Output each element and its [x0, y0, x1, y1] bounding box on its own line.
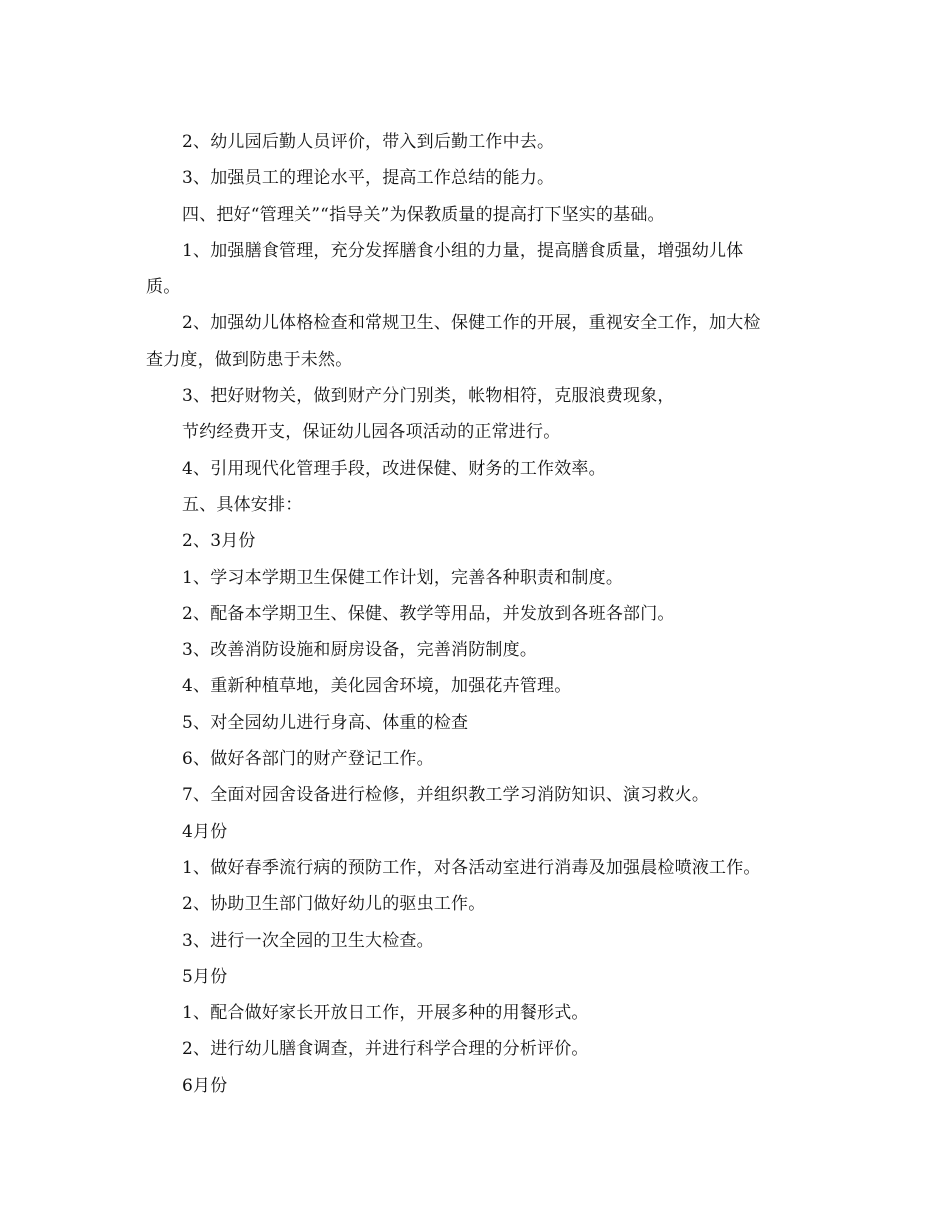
text-line-16: 4、重新种植草地，美化园舍环境，加强花卉管理。 — [182, 676, 572, 697]
text-line-21: 1、做好春季流行病的预防工作，对各活动室进行消毒及加强晨检喷液工作。 — [182, 857, 761, 878]
document-body — [0, 124, 950, 1104]
text-line-18: 6、做好各部门的财产登记工作。 — [182, 749, 434, 770]
text-line-10: 4、引用现代化管理手段，改进保健、财务的工作效率。 — [182, 458, 606, 479]
text-line-6: 2、加强幼儿体格检查和常规卫生、保健工作的开展，重视安全工作，加大检 — [182, 313, 761, 334]
text-line-15: 3、改善消防设施和厨房设备，完善消防制度。 — [182, 640, 538, 661]
text-line-5: 质。 — [146, 277, 181, 298]
text-line-9: 节约经费开支，保证幼儿园各项活动的正常进行。 — [182, 422, 561, 443]
text-line-1: 2、幼儿园后勤人员评价，带入到后勤工作中去。 — [182, 132, 555, 152]
text-line-22: 2、协助卫生部门做好幼儿的驱虫工作。 — [182, 894, 486, 915]
text-line-2: 3、加强员工的理论水平，提高工作总结的能力。 — [182, 168, 555, 189]
text-line-8: 3、把好财物关，做到财产分门别类，帐物相符，克服浪费现象， — [182, 386, 675, 407]
text-line-7: 查力度，做到防患于未然。 — [146, 349, 353, 370]
text-line-25: 1、配合做好家长开放日工作，开展多种的用餐形式。 — [182, 1003, 589, 1024]
month-heading-6: 6月份 — [182, 1075, 228, 1096]
month-heading-2-3: 2、3月份 — [182, 531, 256, 552]
month-heading-5: 5月份 — [182, 966, 228, 987]
text-line-13: 1、学习本学期卫生保健工作计划，完善各种职责和制度。 — [182, 567, 624, 588]
text-line-17: 5、对全园幼儿进行身高、体重的检查 — [182, 712, 469, 733]
section-heading-5: 五、具体安排： — [182, 494, 303, 515]
text-line-23: 3、进行一次全园的卫生大检查。 — [182, 930, 434, 951]
text-line-19: 7、全面对园舍设备进行检修，并组织教工学习消防知识、演习救火。 — [182, 785, 710, 806]
text-line-14: 2、配备本学期卫生、保健、教学等用品，并发放到各班各部门。 — [182, 603, 675, 624]
month-heading-4: 4月份 — [182, 821, 228, 842]
section-heading-4: 四、把好“管理关”“指导关”为保教质量的提高打下坚实的基础。 — [182, 204, 665, 225]
text-line-26: 2、进行幼儿膳食调查，并进行科学合理的分析评价。 — [182, 1039, 589, 1060]
text-line-4: 1、加强膳食管理，充分发挥膳食小组的力量，提高膳食质量，增强幼儿体 — [182, 240, 744, 261]
